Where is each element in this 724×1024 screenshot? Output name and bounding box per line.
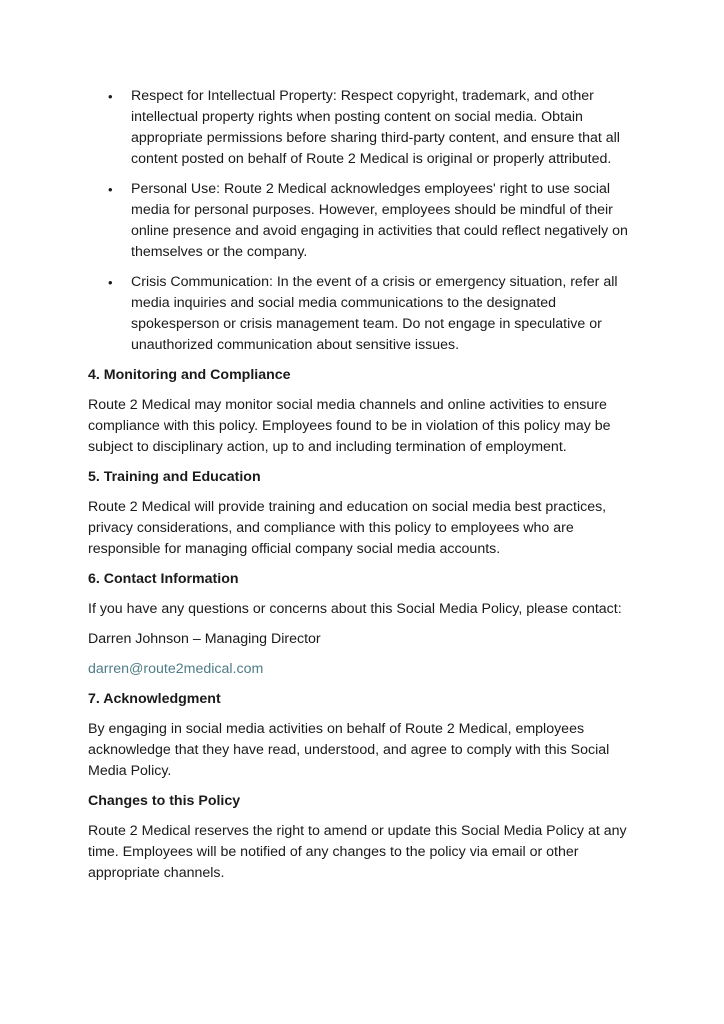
bullet-icon: • [108, 182, 113, 197]
list-item [88, 272, 648, 356]
section-body-monitoring: Route 2 Medical may monitor social media channels and online activities to ensure compliance with this policy. Employees found to be in violation of this policy may be subject to disciplinary action, up to and including termination of employment. [88, 397, 611, 455]
bullet-text: Personal Use: Route 2 Medical acknowledges employees' right to use social media for personal purposes. However, employees should be mindful of their online presence and avoid engaging in activities that could reflect negatively on themselves or the company. [131, 181, 628, 260]
bullet-icon: • [108, 275, 113, 290]
bullet-text: Crisis Communication: In the event of a crisis or emergency situation, refer all media inquiries and social media communications to the designated spokesperson or crisis management team. Do not engage in speculative or unauthorized communication about sensitive issues. [131, 274, 618, 353]
contact-email-line [88, 659, 648, 680]
contact-intro: If you have any questions or concerns about this Social Media Policy, please contact: [88, 601, 622, 617]
section-heading-training: 5. Training and Education [88, 469, 261, 485]
policy-bullet-list [88, 86, 648, 356]
contact-email-link[interactable]: darren@route2medical.com [88, 661, 264, 677]
list-item [88, 179, 648, 263]
bullet-text: Respect for Intellectual Property: Respect copyright, trademark, and other intellectual property rights when posting content on social media. Obtain appropriate permissions before sharing third-party content, and ensure that all content posted on behalf of Route 2 Medical is original or properly attributed. [131, 88, 620, 167]
section-body-changes: Route 2 Medical reserves the right to amend or update this Social Media Policy at any time. Employees will be notified of any changes to the policy via email or other appropriate channels. [88, 823, 627, 881]
section-body-acknowledgment: By engaging in social media activities on behalf of Route 2 Medical, employees acknowledge that they have read, understood, and agree to comply with this Social Media Policy. [88, 721, 610, 779]
document-page [88, 86, 648, 893]
section-heading-monitoring: 4. Monitoring and Compliance [88, 367, 291, 383]
section-heading-changes: Changes to this Policy [88, 793, 241, 809]
section-body-training: Route 2 Medical will provide training and education on social media best practices, privacy considerations, and compliance with this policy to employees who are responsible for managing official company social media accounts. [88, 499, 607, 557]
contact-person: Darren Johnson – Managing Director [88, 631, 321, 647]
list-item [88, 86, 648, 170]
section-heading-acknowledgment: 7. Acknowledgment [88, 691, 221, 707]
section-heading-contact: 6. Contact Information [88, 571, 239, 587]
bullet-icon: • [108, 89, 113, 104]
